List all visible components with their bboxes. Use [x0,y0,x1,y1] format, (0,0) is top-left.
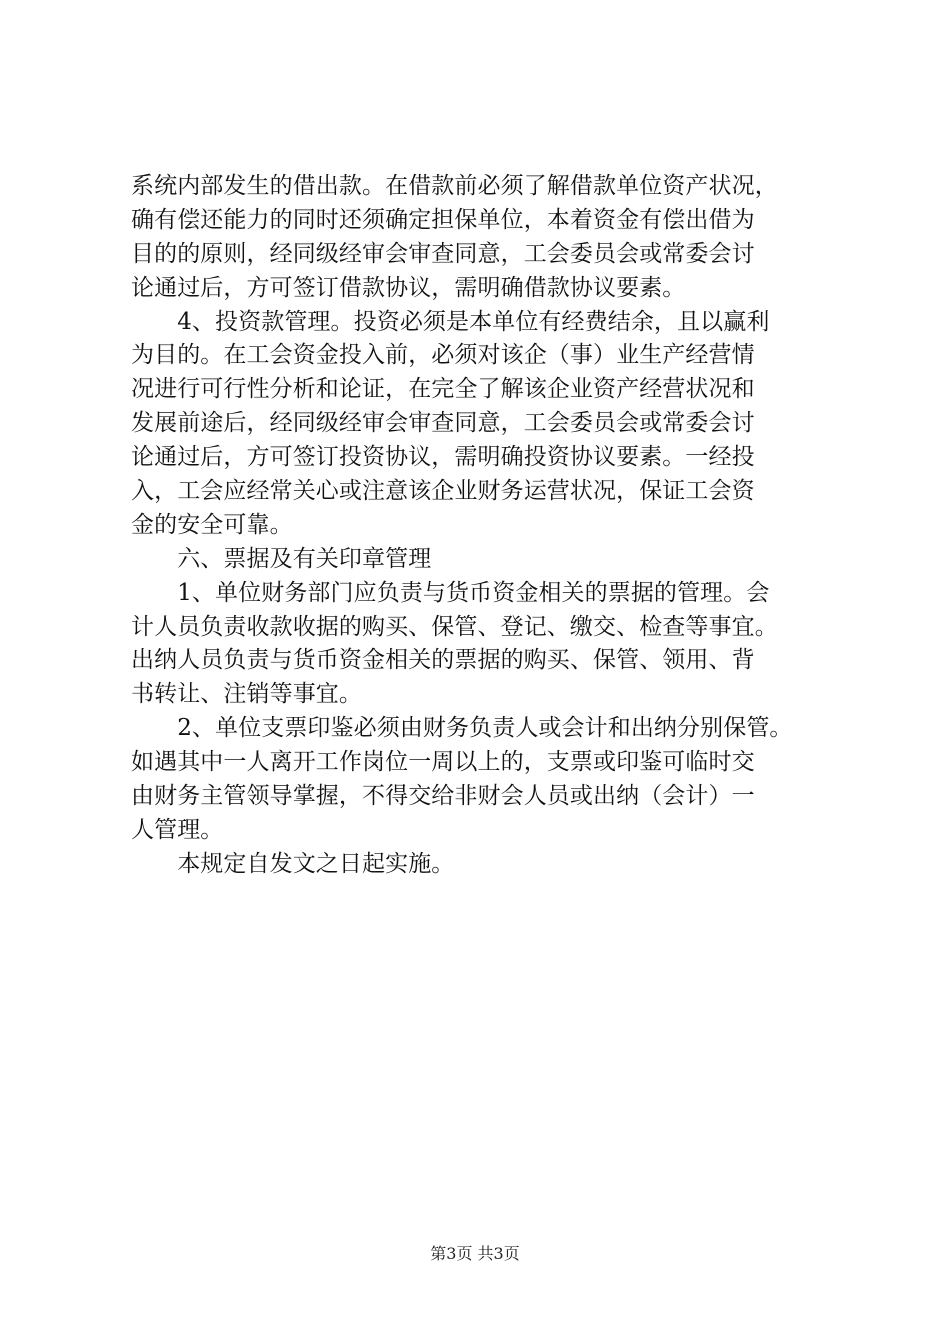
text-line: 如遇其中一人离开工作岗位一周以上的，支票或印鉴可临时交 [131,749,755,776]
text-line: 目的的原则，经同级经审会审查同意，工会委员会或常委会讨 [131,240,755,267]
text-line: 书转让、注销等事宜。 [131,681,362,708]
text-line: 为目的。在工会资金投入前，必须对该企（事）业生产经营情 [131,342,755,369]
text-line: 4、投资款管理。投资必须是本单位有经费结余，且以赢利 [131,308,770,335]
text-line: 2、单位支票印鉴必须由财务负责人或会计和出纳分别保管。 [131,715,793,742]
text-line: 金的安全可靠。 [131,511,293,538]
text-line: 入，工会应经常关心或注意该企业财务运营状况，保证工会资 [131,478,755,505]
section-heading: 六、票据及有关印章管理 [131,545,432,572]
text-line: 人管理。 [131,816,224,843]
text-line: 由财务主管领导掌握，不得交给非财会人员或出纳（会计）一 [131,783,755,810]
text-line: 系统内部发生的借出款。在借款前必须了解借款单位资产状况， [131,173,778,199]
text-line: 况进行可行性分析和论证，在完全了解该企业资产经营状况和 [131,376,755,403]
text-line: 确有偿还能力的同时还须确定担保单位，本着资金有偿出借为 [131,206,755,233]
text-line: 计人员负责收款收据的购买、保管、登记、缴交、检查等事宜。 [131,613,778,640]
text-line: 出纳人员负责与货币资金相关的票据的购买、保管、领用、背 [131,647,755,674]
text-line: 1、单位财务部门应负责与货币资金相关的票据的管理。会 [131,579,770,606]
document-body [131,170,851,882]
text-line: 发展前途后，经同级经审会审查同意，工会委员会或常委会讨 [131,410,755,437]
text-line: 本规定自发文之日起实施。 [131,850,455,877]
page-number: 第3页 共3页 [430,1244,520,1263]
text-line: 论通过后，方可签订投资协议，需明确投资协议要素。一经投 [131,444,755,471]
text-line: 论通过后，方可签订借款协议，需明确借款协议要素。 [131,274,686,301]
